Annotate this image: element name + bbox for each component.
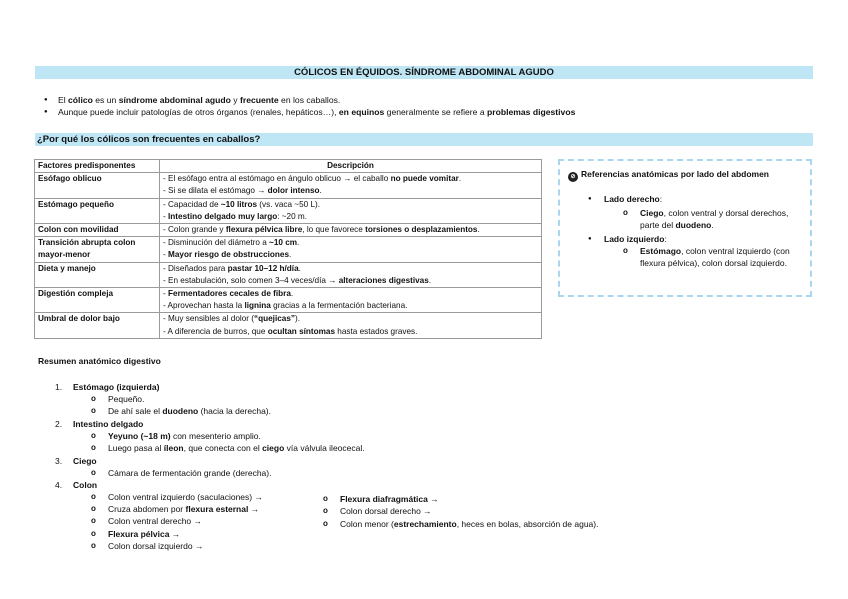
factor-cell: Digestión compleja: [35, 288, 160, 313]
list-item: Estómago (izquierda): [73, 382, 160, 392]
section-heading: ¿Por qué los cólicos son frecuentes en caballos?: [35, 133, 813, 146]
left-side-item: ● Lado izquierdo:: [604, 233, 667, 245]
sub-item: o Colon dorsal derecho →: [340, 505, 432, 517]
table-row: [35, 198, 542, 223]
factors-table: [34, 159, 542, 339]
factor-cell: Estómago pequeño: [35, 198, 160, 223]
sub-item: o Colon ventral izquierdo (saculaciones) →: [108, 491, 263, 503]
references-box: [558, 159, 812, 297]
list-number: 3.: [55, 456, 63, 466]
sub-item: o Flexura pélvica →: [108, 528, 180, 540]
factor-cell: Umbral de dolor bajo: [35, 313, 160, 338]
list-item: Ciego: [73, 456, 97, 466]
description-cell: - Muy sensibles al dolor (“quejicas”). - A diferencia de burros, que ocultan síntomas hasta estados graves.: [160, 313, 542, 338]
description-cell: - Diseñados para pastar 10–12 h/día. - En estabulación, solo comen 3–4 veces/día → alteraciones digestivas.: [160, 262, 542, 287]
sub-item: o Colon menor (estrechamiento, heces en bolas, absorción de agua).: [340, 518, 598, 530]
table-row: [35, 237, 542, 262]
list-item: Colon: [73, 480, 98, 490]
table-header-row: [35, 160, 542, 173]
intro-bullet-2: ● Aunque puede incluir patologías de otros órganos (renales, hepáticos…), en equinos generalmente se refiere a problemas digestivos: [58, 106, 575, 118]
table-row: [35, 224, 542, 237]
table-row: [35, 173, 542, 198]
description-cell: - Disminución del diámetro a ~10 cm. - Mayor riesgo de obstrucciones.: [160, 237, 542, 262]
factor-cell: Transición abrupta colon mayor-menor: [35, 237, 160, 262]
right-side-item: ● Lado derecho:: [604, 193, 662, 205]
sub-item: o Colon ventral derecho →: [108, 515, 202, 527]
sub-item: o Yeyuno (~18 m) con mesenterio amplio.: [108, 430, 261, 442]
sub-item: o Flexura diafragmática →: [340, 493, 439, 505]
list-item: Intestino delgado: [73, 419, 144, 429]
page-title: CÓLICOS EN ÉQUIDOS. SÍNDROME ABDOMINAL AGUDO: [35, 66, 813, 79]
factor-cell: Esófago oblicuo: [35, 173, 160, 198]
sub-item: o De ahí sale el duodeno (hacia la derecha).: [108, 405, 271, 417]
right-side-detail: o Ciego, colon ventral y dorsal derechos, parte del duodeno.: [640, 207, 790, 231]
factor-cell: Dieta y manejo: [35, 262, 160, 287]
description-cell: - Capacidad de ~10 litros (vs. vaca ~50 L). - Intestino delgado muy largo: ~20 m.: [160, 198, 542, 223]
summary-title: Resumen anatómico digestivo: [38, 356, 161, 366]
factor-cell: Colon con movilidad: [35, 224, 160, 237]
table-row: [35, 262, 542, 287]
sub-item: o Luego pasa al íleon, que conecta con el ciego vía válvula ileocecal.: [108, 442, 365, 454]
sub-item: o Pequeño.: [108, 393, 144, 405]
references-title: ⊘ Referencias anatómicas por lado del abdomen: [568, 169, 769, 182]
sub-item: o Cruza abdomen por flexura esternal →: [108, 503, 259, 515]
table-header: Descripción: [160, 160, 542, 173]
list-number: 2.: [55, 419, 63, 429]
description-cell: - Fermentadores cecales de fibra. - Aprovechan hasta la lignina gracias a la fermentación bacteriana.: [160, 288, 542, 313]
table-row: [35, 288, 542, 313]
description-cell: - Colon grande y flexura pélvica libre, lo que favorece torsiones o desplazamientos.: [160, 224, 542, 237]
table-row: [35, 313, 542, 338]
intro-bullet-1: ● El cólico es un síndrome abdominal agudo y frecuente en los caballos.: [58, 94, 340, 106]
table-header: Factores predisponentes: [35, 160, 160, 173]
list-number: 4.: [55, 480, 63, 490]
description-cell: - El esófago entra al estómago en ángulo oblicuo → el caballo no puede vomitar. - Si se dilata el estómago → dolor intenso.: [160, 173, 542, 198]
sub-item: o Cámara de fermentación grande (derecha).: [108, 467, 271, 479]
list-number: 1.: [55, 382, 63, 392]
sub-item: o Colon dorsal izquierdo →: [108, 540, 203, 552]
left-side-detail: o Estómago, colon ventral izquierdo (con flexura pélvica), colon dorsal izquierdo.: [640, 245, 800, 269]
compass-icon: ⊘: [568, 172, 578, 182]
